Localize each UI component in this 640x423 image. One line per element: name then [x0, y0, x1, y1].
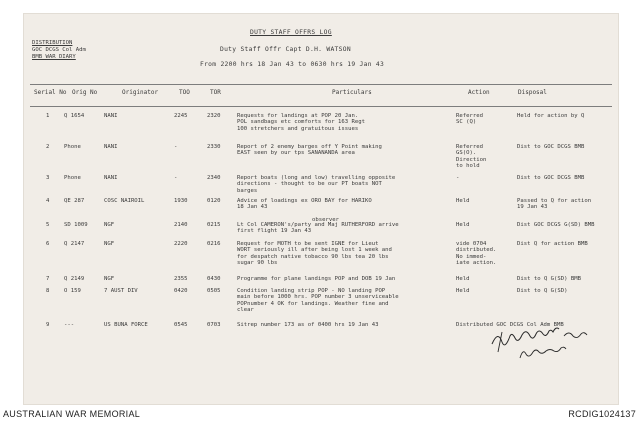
row-action-line: -	[456, 175, 460, 181]
document-page	[24, 14, 618, 404]
row-too: 2220	[174, 241, 188, 247]
row-orig-no: Q 2147	[64, 241, 85, 247]
col-orig-no: Orig No	[72, 89, 98, 96]
row-particulars-line: sugar 90 lbs	[237, 260, 278, 267]
row-disposal-line: Dist to GOC DCGS BMB	[517, 144, 585, 150]
row-orig-no: ---	[64, 322, 75, 328]
col-disposal: Disposal	[518, 89, 547, 96]
row-originator: NGF	[104, 222, 115, 228]
row-orig-no: Phone	[64, 144, 81, 150]
row-tor: 2340	[207, 175, 221, 181]
duty-officer: Duty Staff Offr Capt D.H. WATSON	[220, 46, 351, 53]
row-disposal-line: Dist Q for action BMB	[517, 241, 588, 247]
row-action-line: to hold	[456, 163, 480, 170]
row-action-line: vide 0704	[456, 241, 487, 247]
row-serial: 1	[46, 113, 50, 119]
row-action-line: Direction	[456, 156, 487, 163]
row-action-line: iate action.	[456, 260, 497, 267]
row-action-line: Held	[456, 276, 470, 282]
row-tor: 0430	[207, 276, 221, 282]
row-particulars-line: Advice of loadings ex ORO BAY for HARIKO	[237, 198, 372, 204]
row-orig-no: Q 2149	[64, 276, 85, 282]
row-action-line: GS(O).	[456, 150, 477, 157]
row-tor: 0120	[207, 198, 221, 204]
row-particulars-line: Report of 2 enemy barges off Y Point making	[237, 144, 382, 150]
row-originator: US BUNA FORCE	[104, 322, 148, 328]
row-particulars-insert: observer	[312, 216, 339, 223]
distribution-label: DISTRIBUTION	[32, 40, 73, 46]
row-serial: 4	[46, 198, 50, 204]
row-orig-no: Q 1654	[64, 113, 85, 119]
row-too: 1930	[174, 198, 188, 204]
row-originator: NANI	[104, 175, 118, 181]
row-originator: 7 AUST DIV	[104, 288, 138, 294]
row-too: 0420	[174, 288, 188, 294]
row-action-line: Referred	[456, 144, 483, 150]
distribution-line-1: GOC DCGS Col Adm	[32, 47, 86, 53]
row-action-line: Referred	[456, 113, 483, 119]
row-particulars-line: barges	[237, 187, 258, 194]
row-orig-no: SD 1009	[64, 222, 88, 228]
row-originator: NGF	[104, 276, 115, 282]
col-serial-no: Serial No	[34, 89, 67, 96]
row-particulars-line: Request for MOTH to be sent IGNE for Lieut	[237, 241, 379, 247]
row-tor: 2330	[207, 144, 221, 150]
row-action-line: Held	[456, 222, 470, 228]
row-serial: 8	[46, 288, 50, 294]
row-disposal-line: Dist GOC DCGS G(SD) BMB	[517, 222, 595, 228]
row-serial: 5	[46, 222, 50, 228]
row-particulars-line: Sitrep number 173 as of 0400 hrs 19 Jan 43	[237, 322, 379, 328]
col-tor: TOR	[210, 89, 221, 96]
row-particulars-line: directions - thought to be our PT boats NOT	[237, 181, 382, 188]
row-too: 2355	[174, 276, 188, 282]
row-particulars-line: 18 Jan 43	[237, 204, 268, 211]
row-particulars-line: first flight 19 Jan 43	[237, 228, 312, 235]
row-too: 0545	[174, 322, 188, 328]
row-orig-no: O 159	[64, 288, 81, 294]
row-particulars-line: clear	[237, 307, 254, 314]
row-disposal-line: Dist to Q G(SD)	[517, 288, 568, 294]
row-disposal-line: 19 Jan 43	[517, 204, 548, 211]
row-too: 2245	[174, 113, 188, 119]
header-bottom-rule	[30, 106, 612, 107]
row-serial: 9	[46, 322, 50, 328]
row-disposal-line: Passed to Q for action	[517, 198, 592, 204]
row-particulars-line: for despatch native tobacco 90 lbs tea 20 lbs	[237, 253, 389, 260]
row-particulars-line: Condition landing strip POP - NO landing POP	[237, 288, 386, 294]
row-tor: 0215	[207, 222, 221, 228]
row-particulars-line: main before 1000 hrs. POP number 3 unserviceable	[237, 294, 399, 301]
row-particulars-line: Programme for plane landings POP and DOB 19 Jan	[237, 276, 396, 282]
row-action-line: distributed.	[456, 247, 497, 254]
row-serial: 7	[46, 276, 50, 282]
col-originator: Originator	[122, 89, 159, 96]
footer-institution: AUSTRALIAN WAR MEMORIAL	[3, 409, 141, 419]
col-too: TOO	[179, 89, 190, 96]
row-particulars-line: 100 stretchers and gratuitous issues	[237, 125, 359, 132]
row-particulars-line: WORT seriously ill after being lost 1 week and	[237, 247, 392, 254]
row-tor: 0216	[207, 241, 221, 247]
row-serial: 3	[46, 175, 50, 181]
row-particulars-line: POL sandbags etc comforts for 163 Regt	[237, 119, 365, 126]
row-action-line: Held	[456, 288, 470, 294]
row-particulars-line: Requests for landings at POP 20 Jan.	[237, 113, 359, 119]
row-disposal-line: Dist to Q G(SD) BMB	[517, 276, 581, 282]
row-action-line: SC (Q)	[456, 119, 477, 126]
log-title: DUTY STAFF OFFRS LOG	[250, 29, 332, 36]
row-tor: 0703	[207, 322, 221, 328]
col-particulars: Particulars	[332, 89, 372, 96]
row-orig-no: Phone	[64, 175, 81, 181]
row-disposal-line: Dist to GOC DCGS BMB	[517, 175, 585, 181]
row-particulars-line: Report boats (long and low) travelling opposite	[237, 175, 396, 181]
row-too: -	[174, 144, 178, 150]
row-particulars-line: POPnumber 4 OK for landings. Weather fine and	[237, 300, 389, 307]
footer-catalogue-id: RCDIG1024137	[568, 409, 636, 419]
distribution-line-2: BMB WAR DIARY	[32, 54, 76, 60]
officer-signature	[486, 322, 606, 362]
row-particulars-line: EAST seen by our tps SANANANDA area	[237, 150, 355, 157]
log-period: From 2200 hrs 18 Jan 43 to 0630 hrs 19 Jan 43	[200, 61, 385, 68]
row-serial: 6	[46, 241, 50, 247]
row-tor: 0505	[207, 288, 221, 294]
row-serial: 2	[46, 144, 50, 150]
row-too: -	[174, 175, 178, 181]
row-too: 2140	[174, 222, 188, 228]
row-action-line: Distributed GOC DCGS Col Adm BMB	[456, 322, 564, 328]
row-particulars-line: Lt Col CAMERON's/party and Maj RUTHERFORD arrive	[237, 222, 399, 228]
row-originator: NANI	[104, 113, 118, 119]
col-action: Action	[468, 89, 490, 96]
row-action-line: Held	[456, 198, 470, 204]
row-originator: NANI	[104, 144, 118, 150]
header-top-rule	[30, 84, 612, 85]
row-tor: 2320	[207, 113, 221, 119]
row-originator: NGF	[104, 241, 115, 247]
row-action-line: No immed-	[456, 253, 487, 260]
row-originator: COSC NAIROIL	[104, 198, 145, 204]
row-orig-no: QE 287	[64, 198, 85, 204]
row-disposal-line: Held for action by Q	[517, 113, 585, 119]
